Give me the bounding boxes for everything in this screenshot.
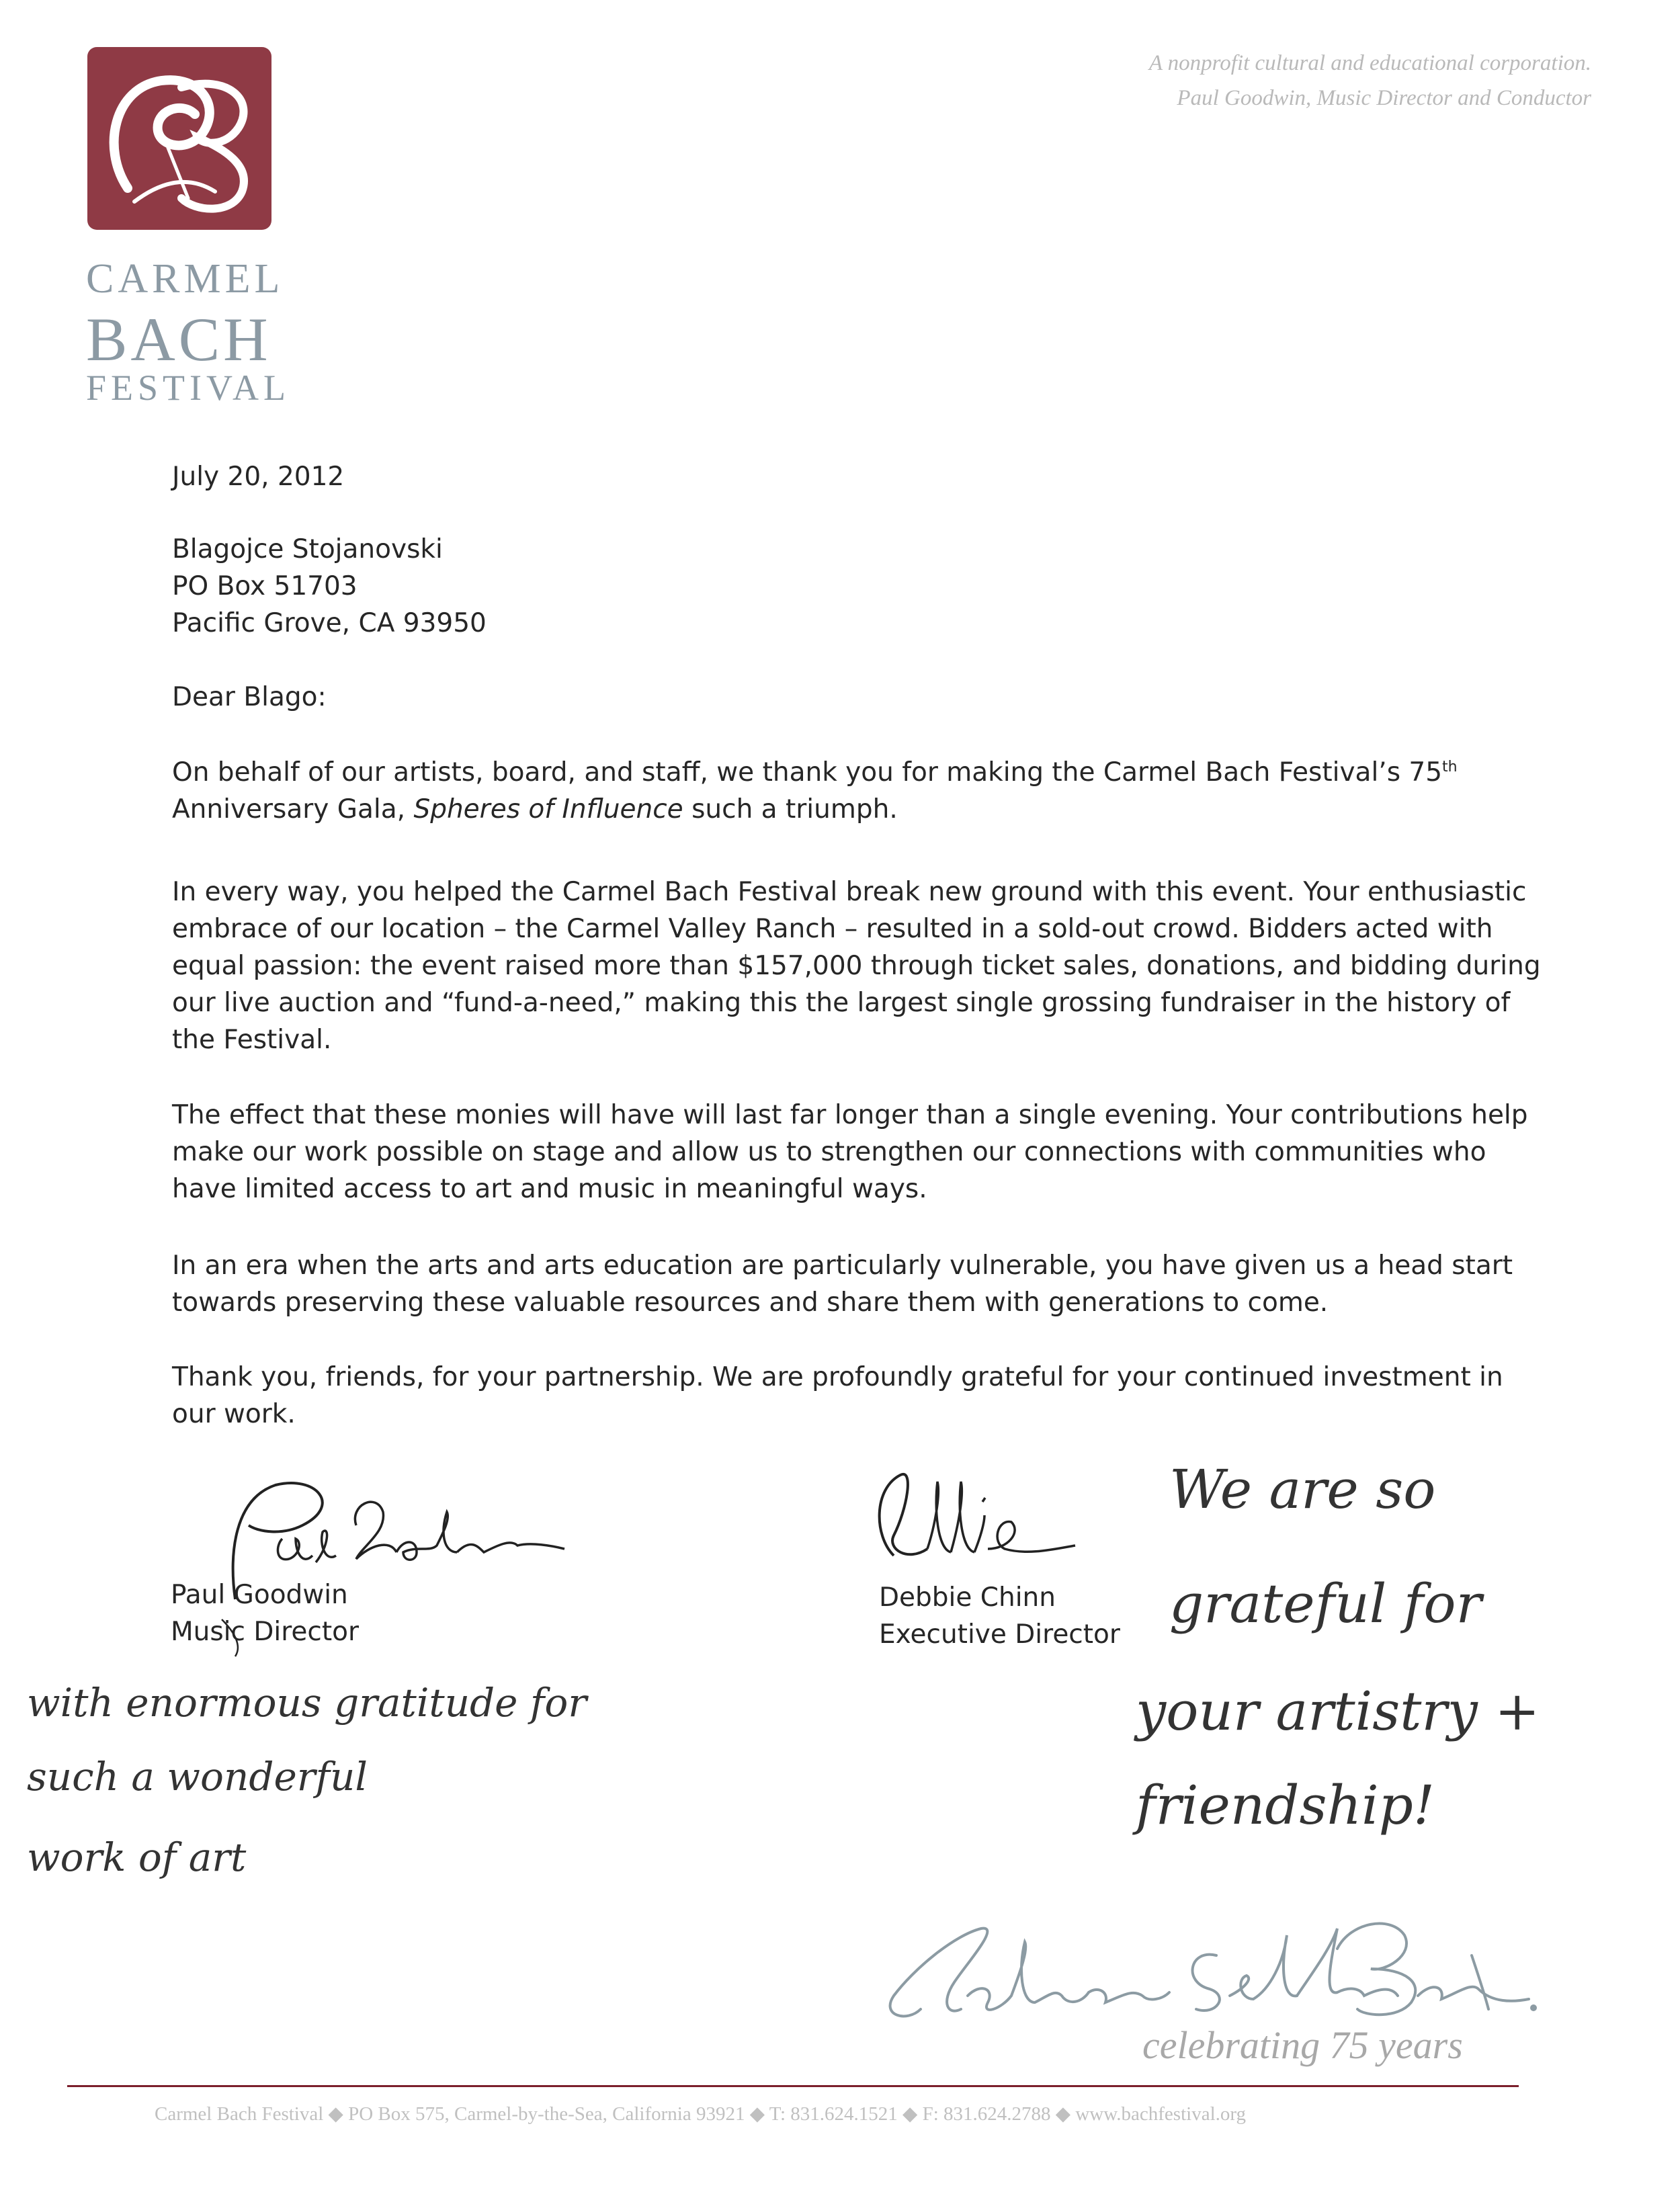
handwritten-note-right-line: friendship! (1136, 1774, 1435, 1836)
paragraph-5-line: Thank you, friends, for your partnership. We are profoundly grateful for your continued investment in (172, 1362, 1503, 1392)
paragraph-4-line: towards preserving these valuable resources and share them with generations to come. (172, 1287, 1329, 1318)
handwritten-note-left-line: with enormous gratitude for (27, 1680, 587, 1726)
signer-2-title: Executive Director (879, 1619, 1120, 1650)
paragraph-1 (172, 754, 1509, 828)
handwritten-note-right-line: your artistry + (1136, 1680, 1540, 1742)
salutation: Dear Blago: (172, 682, 327, 712)
footer-rule-line (67, 2084, 1519, 2088)
paragraph-1-text: On behalf of our artists, board, and staff, we thank you for making the Carmel Bach Festival’s 75 (172, 757, 1443, 788)
handwritten-note-left-line: work of art (27, 1834, 247, 1880)
footer-contact-info: Carmel Bach Festival ◆ PO Box 575, Carmel-by-the-Sea, California 93921 ◆ T: 831.624.1521 ◆ F: 831.624.2788 ◆ www.bachfestival.org (155, 2103, 1247, 2125)
paragraph-4 (172, 1247, 1513, 1321)
recipient-address (172, 531, 1509, 642)
recipient-city: Pacific Grove, CA 93950 (172, 608, 487, 638)
paragraph-2-line: our live auction and “fund-a-need,” making this the largest single grossing fundraiser in the history of (172, 988, 1511, 1018)
paragraph-2 (172, 874, 1541, 1058)
handwritten-note-right-line: grateful for (1169, 1572, 1482, 1635)
paragraph-1-line-2 (172, 791, 1509, 828)
paragraph-3-line: The effect that these monies will have will last far longer than a single evening. Your contributions help (172, 1100, 1528, 1130)
paragraph-5-line: our work. (172, 1399, 296, 1429)
signer-1-title: Music Director (171, 1617, 360, 1647)
paragraph-2-line: equal passion: the event raised more than $157,000 through ticket sales, donations, and bidding during (172, 951, 1541, 981)
logo-text-bach: BACH (86, 305, 271, 374)
paragraph-4-line: In an era when the arts and arts education are particularly vulnerable, you have given us a head start (172, 1251, 1513, 1281)
paragraph-1-text-3: such a triumph. (683, 794, 898, 824)
header-tagline: A nonprofit cultural and educational corporation. (1148, 51, 1591, 75)
paragraph-2-line: In every way, you helped the Carmel Bach Festival break new ground with this event. Your enthusiastic (172, 877, 1527, 907)
handwritten-note-right-line: We are so (1169, 1458, 1436, 1521)
letter-date: July 20, 2012 (172, 462, 345, 492)
paragraph-3-line: have limited access to art and music in meaningful ways. (172, 1174, 927, 1204)
logo-monogram-icon (87, 47, 271, 230)
signer-1-name: Paul Goodwin (171, 1580, 348, 1610)
paragraph-1-line-1 (172, 754, 1509, 791)
recipient-po-box: PO Box 51703 (172, 571, 358, 601)
paragraph-5 (172, 1359, 1509, 1433)
debbie-chinn-signature (853, 1455, 1109, 1582)
paragraph-1-text-2: Anniversary Gala, (172, 794, 414, 824)
recipient-name: Blagojce Stojanovski (172, 534, 443, 564)
festival-logo-mark (87, 47, 271, 230)
gala-title: Spheres of Influence (413, 794, 683, 824)
ordinal-suffix: th (1442, 759, 1458, 775)
logo-text-carmel: CARMEL (86, 256, 284, 302)
paragraph-3-line: make our work possible on stage and allow us to strengthen our connections with communities who (172, 1137, 1486, 1167)
handwritten-signature-icon (853, 1455, 1109, 1582)
logo-text-festival: FESTIVAL (86, 368, 291, 408)
handwritten-note-left-line: such a wonderful (27, 1754, 368, 1800)
paragraph-2-line: embrace of our location – the Carmel Valley Ranch – resulted in a sold-out crowd. Bidders acted with (172, 914, 1493, 944)
footer-divider (67, 2078, 1519, 2081)
paragraph-3 (172, 1097, 1528, 1208)
paragraph-2-line: the Festival. (172, 1025, 332, 1055)
signer-2-name: Debbie Chinn (879, 1582, 1056, 1613)
celebrating-tagline: celebrating 75 years (1142, 2023, 1463, 2067)
header-director: Paul Goodwin, Music Director and Conductor (1177, 86, 1591, 110)
